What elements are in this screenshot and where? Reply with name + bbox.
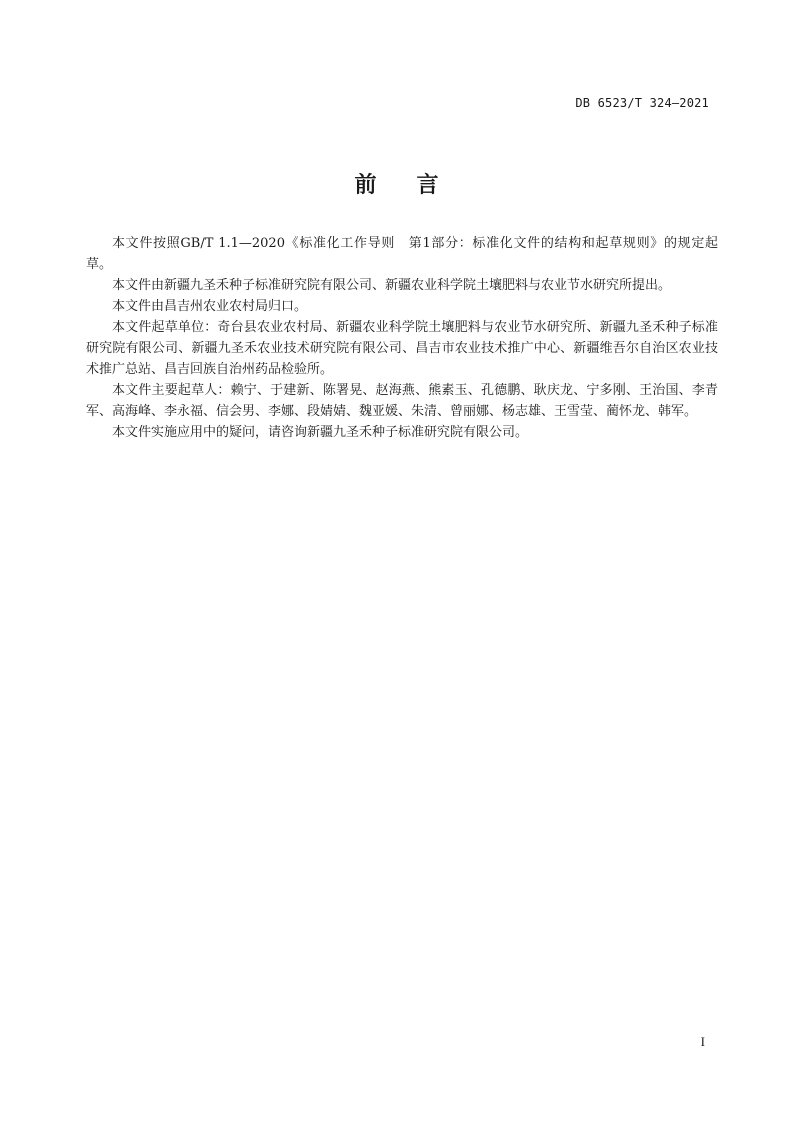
foreword-body [86, 233, 718, 443]
paragraph-inquiries: 本文件实施应用中的疑问，请咨询新疆九圣禾种子标准研究院有限公司。 [112, 425, 529, 440]
document-code: DB 6523/T 324—2021 [575, 96, 709, 110]
page-title: 前言 [354, 173, 479, 198]
paragraph-administrator: 本文件由昌吉州农业农村局归口。 [112, 299, 308, 314]
paragraph-drafting-units: 本文件起草单位：奇台县农业农村局、新疆农业科学院土壤肥料与农业节水研究所、新疆九圣禾种子标准研究院有限公司、新疆九圣禾农业技术研究院有限公司、昌吉市农业技术推广中心、新疆维吾尔自治区农业技术推广总站、昌吉回族自治州药品检验所。 [86, 320, 718, 377]
paragraph-drafting-rule: 本文件按照GB/T 1.1—2020《标准化工作导则 第1部分：标准化文件的结构和起草规则》的规定起草。 [86, 236, 718, 272]
paragraph-drafters: 本文件主要起草人：赖宁、于建新、陈署晃、赵海燕、熊素玉、孔德鹏、耿庆龙、宁多刚、王治国、李青军、高海峰、李永福、信会男、李娜、段婧婧、魏亚媛、朱清、曾丽娜、杨志雄、王雪莹、蔺怀龙、韩军。 [86, 383, 718, 419]
page-number: I [700, 1034, 705, 1049]
paragraph-proposer: 本文件由新疆九圣禾种子标准研究院有限公司、新疆农业科学院土壤肥料与农业节水研究所提出。 [112, 278, 672, 293]
